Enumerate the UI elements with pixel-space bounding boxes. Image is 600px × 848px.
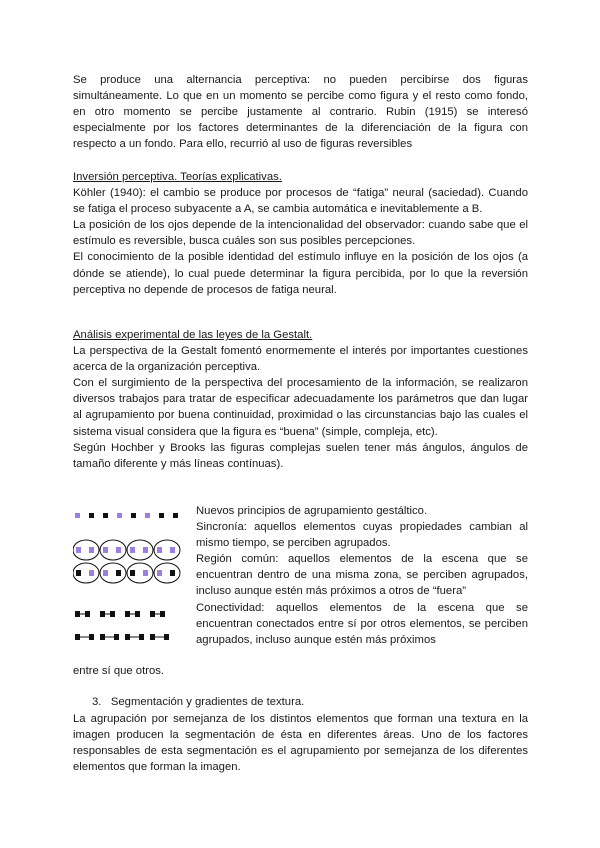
paragraph-alternancia: Se produce una alternancia perceptiva: no pueden percibirse dos figuras simultáneamente. Lo que en un momento se percibe como figura y el resto como fondo, en otro momento se percibe justamente al contrario. Rubin (1915) se interesó especialmente por los factores determinantes de la diferenciación de la figura con respecto a un fondo. Para ello, recurrió al uso de figuras reversibles: [73, 74, 528, 151]
grouping-principles-figure: [73, 509, 185, 649]
square-black: [159, 513, 164, 518]
paragraph-conectividad-end: entre sí que otros.: [73, 665, 165, 677]
square-black: [89, 513, 94, 518]
paragraph-conocimiento: El conocimiento de la posible identidad del estímulo influye en la posición de los ojos (a dónde se atiende), lo cual puede determinar la figura percibida, por lo que la reversión perceptiva no depende de procesos de fatiga neural.: [73, 251, 528, 296]
connectedness-row-1: [75, 611, 165, 617]
conectividad-tail: [73, 663, 528, 679]
section-gestalt: [73, 327, 528, 472]
synchrony-row: [75, 513, 178, 518]
heading-gestalt: Análisis experimental de las leyes de la Gestalt.: [73, 329, 313, 341]
paragraph-procesamiento: Con el surgimiento de la perspectiva del procesamiento de la información, se realizaron diversos trabajos para tratar de especificar adecuadamente los parámetros que dan lugar al agrupamiento por buena continuidad, proximidad o las circunstancias bajo las cuales el sistema visual considera que la figura es “buena” (simple, compleja, etc).: [73, 377, 528, 438]
paragraph-segmentacion: La agrupación por semejanza de los distintos elementos que forman una textura en la imagen producen la segmentación de ésta en diferentes áreas. Uno de los factores responsables de esta segmentación es el agrupamiento por semejanza de los diferentes elementos que forman la imagen.: [73, 713, 528, 774]
heading-segmentacion: 3. Segmentación y gradientes de textura.: [92, 696, 305, 708]
paragraph-nuevos-principios: Nuevos principios de agrupamiento gestáltico.: [196, 505, 428, 517]
square-purple: [117, 513, 122, 518]
paragraph-perspectiva-gestalt: La perspectiva de la Gestalt fomentó enormemente el interés por importantes cuestiones acerca de la organización perceptiva.: [73, 345, 528, 374]
connectedness-row-2: [75, 634, 169, 640]
list-item-segmentacion: [92, 694, 528, 710]
paragraph-region-comun: Región común: aquellos elementos de la escena que se encuentran dentro de una misma zona, se perciben agrupados, incluso aunque estén más próximos a otros de “fuera”: [196, 553, 528, 598]
section-inversion: [73, 169, 528, 298]
grouping-principles-text: [196, 503, 528, 648]
square-black: [103, 513, 108, 518]
intro-paragraph-block: [73, 72, 528, 152]
square-black: [131, 513, 136, 518]
square-purple: [145, 513, 150, 518]
paragraph-sincronia: Sincronía: aquellos elementos cuyas propiedades cambian al mismo tiempo, se perciben agrupados.: [196, 521, 528, 550]
square-black: [173, 513, 178, 518]
section-segmentacion: [73, 711, 528, 775]
square-purple: [75, 513, 80, 518]
paragraph-hochber: Según Hochber y Brooks las figuras complejas suelen tener más ángulos, ángulos de tamaño diferente y más líneas contínuas).: [73, 441, 528, 470]
heading-inversion: Inversión perceptiva. Teorías explicativas.: [73, 171, 282, 183]
paragraph-conectividad: Conectividad: aquellos elementos de la escena que se encuentran conectados entre sí por otros elementos, se perciben agrupados, incluso aunque estén más próximos: [196, 601, 528, 646]
paragraph-posicion-ojos: La posición de los ojos depende de la intencionalidad del observador: cuando sabe que el estímulo es reversible, busca cuáles son sus posibles percepciones.: [73, 219, 528, 248]
paragraph-kohler: Köhler (1940): el cambio se produce por procesos de “fatiga” neural (saciedad). Cuando se fatiga el proceso subyacente a A, se cambia automática e inevitablemente a B.: [73, 187, 528, 216]
